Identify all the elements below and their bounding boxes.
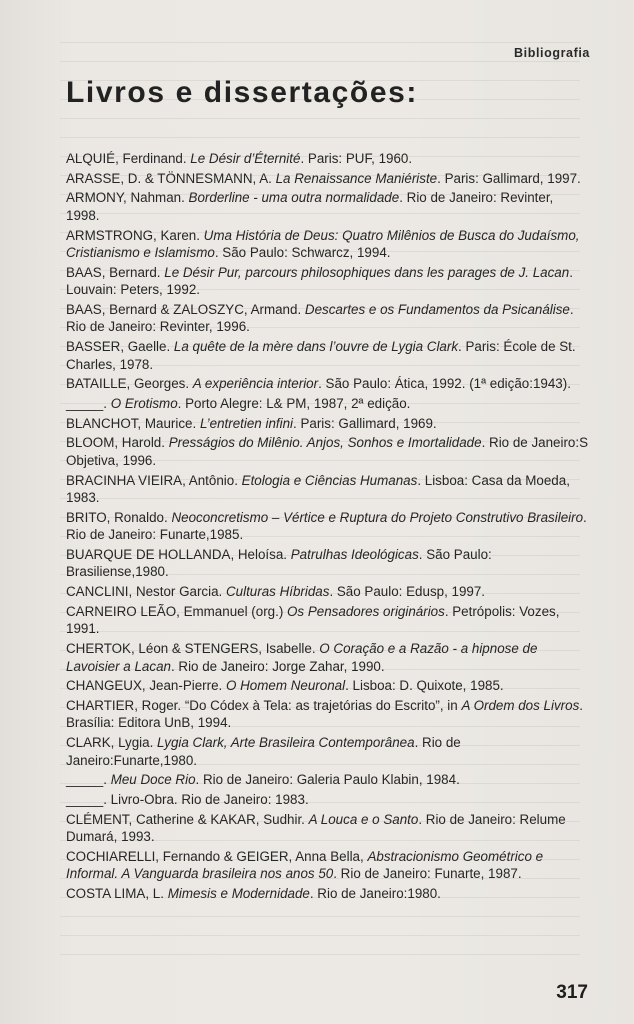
entry-title: Borderline - uma outra normalidade <box>188 190 400 206</box>
entry-text: . São Paulo: Ática, 1992. (1ª edição:1943). <box>318 376 571 392</box>
entry-text: BLOOM, Harold. <box>66 435 169 451</box>
bibliography-entry <box>66 791 590 809</box>
bibliography-list <box>66 150 590 905</box>
entry-text: ARMONY, Nahman. <box>66 190 189 206</box>
bibliography-entry <box>66 583 590 601</box>
bibliography-entry <box>66 170 590 188</box>
entry-text: . Rio de Janeiro:S Objetiva, 1996. <box>66 435 589 468</box>
bibliography-entry <box>66 375 590 393</box>
entry-title: A Ordem dos Livros <box>461 697 580 713</box>
entry-title: Culturas Híbridas <box>225 584 330 600</box>
entry-text: . Rio de Janeiro: Funarte, 1987. <box>333 866 522 882</box>
entry-text: BLANCHOT, Maurice. <box>66 415 200 431</box>
entry-text: . Rio de Janeiro: Funarte,1985. <box>66 509 587 543</box>
entry-text: . São Paulo: Brasiliense,1980. <box>66 546 492 580</box>
entry-title: Neoconcretismo – Vértice e Ruptura do Projeto Construtivo Brasileiro <box>171 509 584 525</box>
entry-title: O Erotismo <box>110 396 178 411</box>
entry-title: Le Désir Pur, parcours philosophiques dans les parages de J. Lacan <box>164 264 570 280</box>
entry-text: . São Paulo: Edusp, 1997. <box>329 584 486 600</box>
entry-text: COCHIARELLI, Fernando & GEIGER, Anna Bella, <box>66 848 368 864</box>
bibliography-entry <box>66 885 590 903</box>
entry-title: O Coração e a Razão - a hipnose de Lavoisier a Lacan <box>66 641 538 674</box>
entry-title: Meu Doce Rio <box>110 772 196 788</box>
entry-text: _____. <box>66 396 111 411</box>
entry-text: . Lisboa: Casa da Moeda, 1983. <box>66 472 570 506</box>
entry-title: Mimesis e Modernidade <box>167 886 310 901</box>
entry-title: La Renaissance Maniériste <box>275 170 438 186</box>
bibliography-entry <box>66 603 590 638</box>
entry-title: Uma História de Deus: Quatro Milênios de Busca do Judaísmo, Cristianismo e Islamismo <box>66 227 580 261</box>
running-head: Bibliografia <box>514 46 590 60</box>
entry-text: . Rio de Janeiro:1980. <box>309 886 441 901</box>
entry-title: Le Désir d’Éternité <box>190 151 301 166</box>
entry-text: _____. Livro-Obra. Rio de Janeiro: 1983. <box>66 791 309 807</box>
entry-text: . Rio de Janeiro: Revinter, 1996. <box>66 301 574 335</box>
entry-title: Os Pensadores originários <box>287 603 445 619</box>
entry-text: BATAILLE, Georges. <box>66 376 193 392</box>
entry-text: CHANGEUX, Jean-Pierre. <box>66 678 226 694</box>
entry-text: . Paris: Gallimard, 1969. <box>293 415 437 431</box>
bibliography-entry <box>66 301 590 336</box>
entry-text: BAAS, Bernard & ZALOSZYC, Armand. <box>66 301 305 317</box>
entry-title: O Homem Neuronal <box>226 678 346 694</box>
entry-text: . Rio de Janeiro: Relume Dumará, 1993. <box>66 811 566 845</box>
bibliography-entry <box>66 811 590 846</box>
bibliography-entry <box>66 338 590 373</box>
entry-text: CANCLINI, Nestor Garcia. <box>66 584 226 600</box>
section-title: Livros e dissertações: <box>66 76 419 109</box>
entry-title: A Louca e o Santo <box>308 811 419 827</box>
entry-text: . Brasília: Editora UnB, 1994. <box>66 697 583 731</box>
bibliography-entry <box>66 472 590 507</box>
entry-text: ARMSTRONG, Karen. <box>66 227 204 243</box>
entry-title: Lygia Clark, Arte Brasileira Contemporânea <box>157 735 415 751</box>
entry-title: Abstracionismo Geométrico e Informal. A Vanguarda brasileira nos anos 50 <box>66 848 544 882</box>
entry-title: Presságios do Milênio. Anjos, Sonhos e Imortalidade <box>168 435 482 451</box>
entry-text: . Louvain: Peters, 1992. <box>66 264 573 298</box>
entry-text: BAAS, Bernard. <box>66 264 165 280</box>
entry-text: BRITO, Ronaldo. <box>66 509 172 525</box>
entry-text: CHARTIER, Roger. “Do Códex à Tela: as trajetórias do Escrito”, in <box>66 697 462 713</box>
entry-text: CARNEIRO LEÃO, Emmanuel (org.) <box>66 603 288 619</box>
page-number: 317 <box>556 982 588 1003</box>
entry-text: CHERTOK, Léon & STENGERS, Isabelle. <box>66 641 320 656</box>
entry-title: Patrulhas Ideológicas <box>290 546 419 562</box>
entry-text: . Petrópolis: Vozes, 1991. <box>66 603 560 637</box>
entry-text: . São Paulo: Schwarcz, 1994. <box>214 245 391 261</box>
entry-text: CLÉMENT, Catherine & KAKAR, Sudhir. <box>66 811 309 827</box>
bibliography-entry <box>66 150 590 168</box>
entry-text: . Paris: PUF, 1960. <box>300 151 413 166</box>
bibliography-entry <box>66 434 590 469</box>
entry-text: . Rio de Janeiro: Revinter, 1998. <box>66 190 554 223</box>
entry-text: . Lisboa: D. Quixote, 1985. <box>345 678 504 694</box>
bibliography-entry <box>66 227 590 262</box>
entry-title: Etologia e Ciências Humanas <box>241 472 418 488</box>
entry-text: BRACINHA VIEIRA, Antônio. <box>66 472 242 488</box>
bibliography-entry <box>66 848 590 883</box>
bibliography-entry <box>66 640 590 675</box>
entry-title: La quête de la mère dans l’ouvre de Lygia Clark <box>173 339 459 355</box>
entry-text: BASSER, Gaelle. <box>66 339 174 355</box>
bibliography-entry <box>66 189 590 224</box>
bibliography-entry <box>66 264 590 299</box>
bibliography-entry <box>66 395 590 413</box>
bibliography-entry <box>66 734 590 769</box>
entry-text: BUARQUE DE HOLLANDA, Heloísa. <box>66 546 291 562</box>
entry-text: _____. <box>66 772 111 788</box>
entry-title: A experiência interior <box>192 376 319 392</box>
entry-text: . Rio de Janeiro: Jorge Zahar, 1990. <box>170 658 385 674</box>
entry-text: . Paris: Gallimard, 1997. <box>437 170 581 186</box>
entry-text: . Paris: École de St. Charles, 1978. <box>66 339 576 372</box>
entry-title: L’entretien infini <box>199 415 294 431</box>
entry-text: . Porto Alegre: L& PM, 1987, 2ª edição. <box>177 396 411 411</box>
entry-text: . Rio de Janeiro:Funarte,1980. <box>66 735 461 768</box>
entry-text: ALQUIÉ, Ferdinand. <box>66 151 191 166</box>
entry-text: . Rio de Janeiro: Galeria Paulo Klabin, 1984. <box>195 772 460 788</box>
bibliography-entry <box>66 677 590 695</box>
entry-title: Descartes e os Fundamentos da Psicanálise <box>304 301 570 317</box>
bibliography-entry <box>66 415 590 433</box>
bibliography-entry <box>66 771 590 789</box>
bibliography-entry <box>66 546 590 581</box>
entry-text: COSTA LIMA, L. <box>66 886 168 901</box>
entry-text: CLARK, Lygia. <box>66 735 158 751</box>
bibliography-entry <box>66 509 590 544</box>
bibliography-entry <box>66 697 590 732</box>
entry-text: ARASSE, D. & TÖNNESMANN, A. <box>66 170 276 186</box>
